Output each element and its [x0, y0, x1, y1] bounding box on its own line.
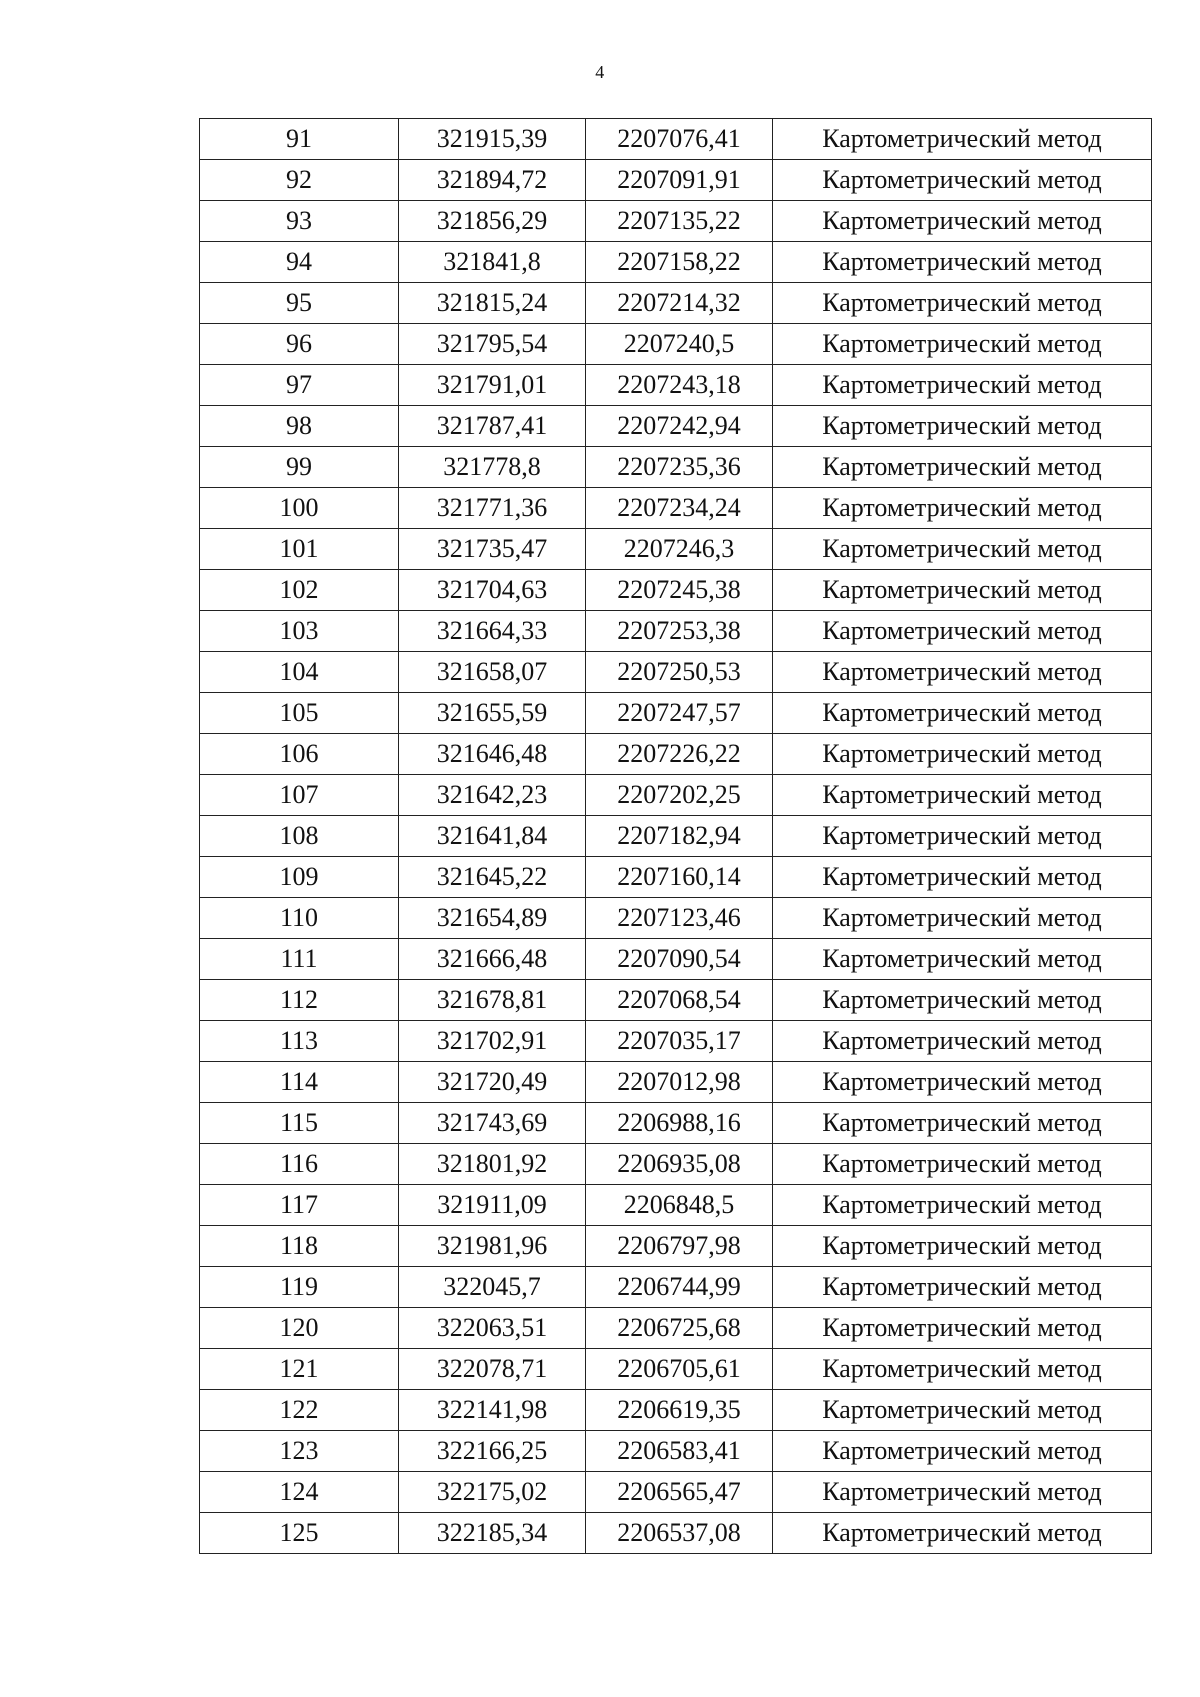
point-number-cell: 112	[200, 980, 399, 1021]
table-row	[200, 693, 1152, 734]
point-number-cell: 124	[200, 1472, 399, 1513]
table-row	[200, 1513, 1152, 1554]
y-coordinate-cell: 2207250,53	[586, 652, 773, 693]
point-number-cell: 122	[200, 1390, 399, 1431]
point-number-cell: 118	[200, 1226, 399, 1267]
point-number-cell: 94	[200, 242, 399, 283]
x-coordinate-cell: 321911,09	[399, 1185, 586, 1226]
table-row	[200, 1308, 1152, 1349]
point-number-cell: 96	[200, 324, 399, 365]
table-row	[200, 365, 1152, 406]
point-number-cell: 102	[200, 570, 399, 611]
y-coordinate-cell: 2207253,38	[586, 611, 773, 652]
x-coordinate-cell: 321894,72	[399, 160, 586, 201]
point-number-cell: 115	[200, 1103, 399, 1144]
method-cell: Картометрический метод	[773, 1062, 1152, 1103]
point-number-cell: 121	[200, 1349, 399, 1390]
x-coordinate-cell: 321704,63	[399, 570, 586, 611]
point-number-cell: 105	[200, 693, 399, 734]
method-cell: Картометрический метод	[773, 1226, 1152, 1267]
y-coordinate-cell: 2207123,46	[586, 898, 773, 939]
method-cell: Картометрический метод	[773, 570, 1152, 611]
y-coordinate-cell: 2207091,91	[586, 160, 773, 201]
y-coordinate-cell: 2206583,41	[586, 1431, 773, 1472]
method-cell: Картометрический метод	[773, 898, 1152, 939]
method-cell: Картометрический метод	[773, 1513, 1152, 1554]
method-cell: Картометрический метод	[773, 1144, 1152, 1185]
method-cell: Картометрический метод	[773, 1390, 1152, 1431]
table-row	[200, 1349, 1152, 1390]
x-coordinate-cell: 321915,39	[399, 119, 586, 160]
method-cell: Картометрический метод	[773, 1267, 1152, 1308]
table-row	[200, 570, 1152, 611]
coordinates-table-body	[200, 119, 1152, 1554]
point-number-cell: 125	[200, 1513, 399, 1554]
y-coordinate-cell: 2206848,5	[586, 1185, 773, 1226]
y-coordinate-cell: 2207182,94	[586, 816, 773, 857]
table-row	[200, 1226, 1152, 1267]
x-coordinate-cell: 321735,47	[399, 529, 586, 570]
point-number-cell: 119	[200, 1267, 399, 1308]
table-row	[200, 488, 1152, 529]
table-row	[200, 1185, 1152, 1226]
method-cell: Картометрический метод	[773, 488, 1152, 529]
point-number-cell: 93	[200, 201, 399, 242]
y-coordinate-cell: 2207076,41	[586, 119, 773, 160]
x-coordinate-cell: 321815,24	[399, 283, 586, 324]
table-row	[200, 529, 1152, 570]
x-coordinate-cell: 321646,48	[399, 734, 586, 775]
table-row	[200, 201, 1152, 242]
table-row	[200, 1472, 1152, 1513]
x-coordinate-cell: 321664,33	[399, 611, 586, 652]
x-coordinate-cell: 321981,96	[399, 1226, 586, 1267]
page-number: 4	[595, 62, 605, 82]
y-coordinate-cell: 2206619,35	[586, 1390, 773, 1431]
x-coordinate-cell: 322045,7	[399, 1267, 586, 1308]
point-number-cell: 116	[200, 1144, 399, 1185]
x-coordinate-cell: 321645,22	[399, 857, 586, 898]
table-row	[200, 447, 1152, 488]
table-row	[200, 734, 1152, 775]
x-coordinate-cell: 321856,29	[399, 201, 586, 242]
y-coordinate-cell: 2207234,24	[586, 488, 773, 529]
x-coordinate-cell: 321641,84	[399, 816, 586, 857]
y-coordinate-cell: 2206565,47	[586, 1472, 773, 1513]
y-coordinate-cell: 2206797,98	[586, 1226, 773, 1267]
table-row	[200, 939, 1152, 980]
point-number-cell: 98	[200, 406, 399, 447]
table-row	[200, 1390, 1152, 1431]
table-row	[200, 1267, 1152, 1308]
method-cell: Картометрический метод	[773, 1472, 1152, 1513]
y-coordinate-cell: 2207235,36	[586, 447, 773, 488]
y-coordinate-cell: 2207226,22	[586, 734, 773, 775]
x-coordinate-cell: 321795,54	[399, 324, 586, 365]
method-cell: Картометрический метод	[773, 447, 1152, 488]
method-cell: Картометрический метод	[773, 406, 1152, 447]
method-cell: Картометрический метод	[773, 611, 1152, 652]
method-cell: Картометрический метод	[773, 693, 1152, 734]
method-cell: Картометрический метод	[773, 529, 1152, 570]
table-row	[200, 1062, 1152, 1103]
table-row	[200, 980, 1152, 1021]
x-coordinate-cell: 321678,81	[399, 980, 586, 1021]
x-coordinate-cell: 322175,02	[399, 1472, 586, 1513]
x-coordinate-cell: 321778,8	[399, 447, 586, 488]
point-number-cell: 97	[200, 365, 399, 406]
x-coordinate-cell: 321666,48	[399, 939, 586, 980]
point-number-cell: 109	[200, 857, 399, 898]
table-row	[200, 119, 1152, 160]
point-number-cell: 91	[200, 119, 399, 160]
table-row	[200, 1103, 1152, 1144]
y-coordinate-cell: 2207246,3	[586, 529, 773, 570]
x-coordinate-cell: 321771,36	[399, 488, 586, 529]
point-number-cell: 108	[200, 816, 399, 857]
table-row	[200, 160, 1152, 201]
y-coordinate-cell: 2207247,57	[586, 693, 773, 734]
point-number-cell: 100	[200, 488, 399, 529]
x-coordinate-cell: 321642,23	[399, 775, 586, 816]
x-coordinate-cell: 321801,92	[399, 1144, 586, 1185]
method-cell: Картометрический метод	[773, 242, 1152, 283]
y-coordinate-cell: 2207214,32	[586, 283, 773, 324]
x-coordinate-cell: 321743,69	[399, 1103, 586, 1144]
x-coordinate-cell: 322141,98	[399, 1390, 586, 1431]
y-coordinate-cell: 2207245,38	[586, 570, 773, 611]
method-cell: Картометрический метод	[773, 119, 1152, 160]
point-number-cell: 106	[200, 734, 399, 775]
point-number-cell: 107	[200, 775, 399, 816]
table-row	[200, 1144, 1152, 1185]
method-cell: Картометрический метод	[773, 775, 1152, 816]
x-coordinate-cell: 322185,34	[399, 1513, 586, 1554]
x-coordinate-cell: 322063,51	[399, 1308, 586, 1349]
coordinates-table	[199, 118, 1152, 1554]
method-cell: Картометрический метод	[773, 939, 1152, 980]
x-coordinate-cell: 321720,49	[399, 1062, 586, 1103]
y-coordinate-cell: 2207090,54	[586, 939, 773, 980]
y-coordinate-cell: 2207240,5	[586, 324, 773, 365]
table-row	[200, 652, 1152, 693]
x-coordinate-cell: 322078,71	[399, 1349, 586, 1390]
x-coordinate-cell: 321841,8	[399, 242, 586, 283]
method-cell: Картометрический метод	[773, 1185, 1152, 1226]
point-number-cell: 101	[200, 529, 399, 570]
x-coordinate-cell: 321702,91	[399, 1021, 586, 1062]
point-number-cell: 92	[200, 160, 399, 201]
y-coordinate-cell: 2207135,22	[586, 201, 773, 242]
point-number-cell: 110	[200, 898, 399, 939]
x-coordinate-cell: 321791,01	[399, 365, 586, 406]
point-number-cell: 103	[200, 611, 399, 652]
y-coordinate-cell: 2207035,17	[586, 1021, 773, 1062]
method-cell: Картометрический метод	[773, 857, 1152, 898]
y-coordinate-cell: 2207158,22	[586, 242, 773, 283]
method-cell: Картометрический метод	[773, 365, 1152, 406]
y-coordinate-cell: 2207243,18	[586, 365, 773, 406]
point-number-cell: 114	[200, 1062, 399, 1103]
method-cell: Картометрический метод	[773, 1349, 1152, 1390]
table-row	[200, 1431, 1152, 1472]
point-number-cell: 120	[200, 1308, 399, 1349]
x-coordinate-cell: 321787,41	[399, 406, 586, 447]
method-cell: Картометрический метод	[773, 734, 1152, 775]
method-cell: Картометрический метод	[773, 816, 1152, 857]
y-coordinate-cell: 2206705,61	[586, 1349, 773, 1390]
table-row	[200, 775, 1152, 816]
method-cell: Картометрический метод	[773, 980, 1152, 1021]
method-cell: Картометрический метод	[773, 201, 1152, 242]
method-cell: Картометрический метод	[773, 324, 1152, 365]
point-number-cell: 117	[200, 1185, 399, 1226]
table-row	[200, 283, 1152, 324]
method-cell: Картометрический метод	[773, 1431, 1152, 1472]
point-number-cell: 113	[200, 1021, 399, 1062]
method-cell: Картометрический метод	[773, 160, 1152, 201]
point-number-cell: 95	[200, 283, 399, 324]
table-row	[200, 324, 1152, 365]
y-coordinate-cell: 2207068,54	[586, 980, 773, 1021]
y-coordinate-cell: 2206988,16	[586, 1103, 773, 1144]
point-number-cell: 123	[200, 1431, 399, 1472]
table-row	[200, 242, 1152, 283]
method-cell: Картометрический метод	[773, 1103, 1152, 1144]
table-row	[200, 611, 1152, 652]
method-cell: Картометрический метод	[773, 1021, 1152, 1062]
x-coordinate-cell: 321658,07	[399, 652, 586, 693]
table-row	[200, 406, 1152, 447]
table-row	[200, 898, 1152, 939]
table-row	[200, 1021, 1152, 1062]
x-coordinate-cell: 321655,59	[399, 693, 586, 734]
y-coordinate-cell: 2206935,08	[586, 1144, 773, 1185]
point-number-cell: 99	[200, 447, 399, 488]
point-number-cell: 111	[200, 939, 399, 980]
y-coordinate-cell: 2207242,94	[586, 406, 773, 447]
y-coordinate-cell: 2206744,99	[586, 1267, 773, 1308]
method-cell: Картометрический метод	[773, 283, 1152, 324]
y-coordinate-cell: 2207012,98	[586, 1062, 773, 1103]
x-coordinate-cell: 321654,89	[399, 898, 586, 939]
table-row	[200, 857, 1152, 898]
table-row	[200, 816, 1152, 857]
y-coordinate-cell: 2207160,14	[586, 857, 773, 898]
y-coordinate-cell: 2206537,08	[586, 1513, 773, 1554]
y-coordinate-cell: 2207202,25	[586, 775, 773, 816]
point-number-cell: 104	[200, 652, 399, 693]
method-cell: Картометрический метод	[773, 652, 1152, 693]
x-coordinate-cell: 322166,25	[399, 1431, 586, 1472]
method-cell: Картометрический метод	[773, 1308, 1152, 1349]
y-coordinate-cell: 2206725,68	[586, 1308, 773, 1349]
